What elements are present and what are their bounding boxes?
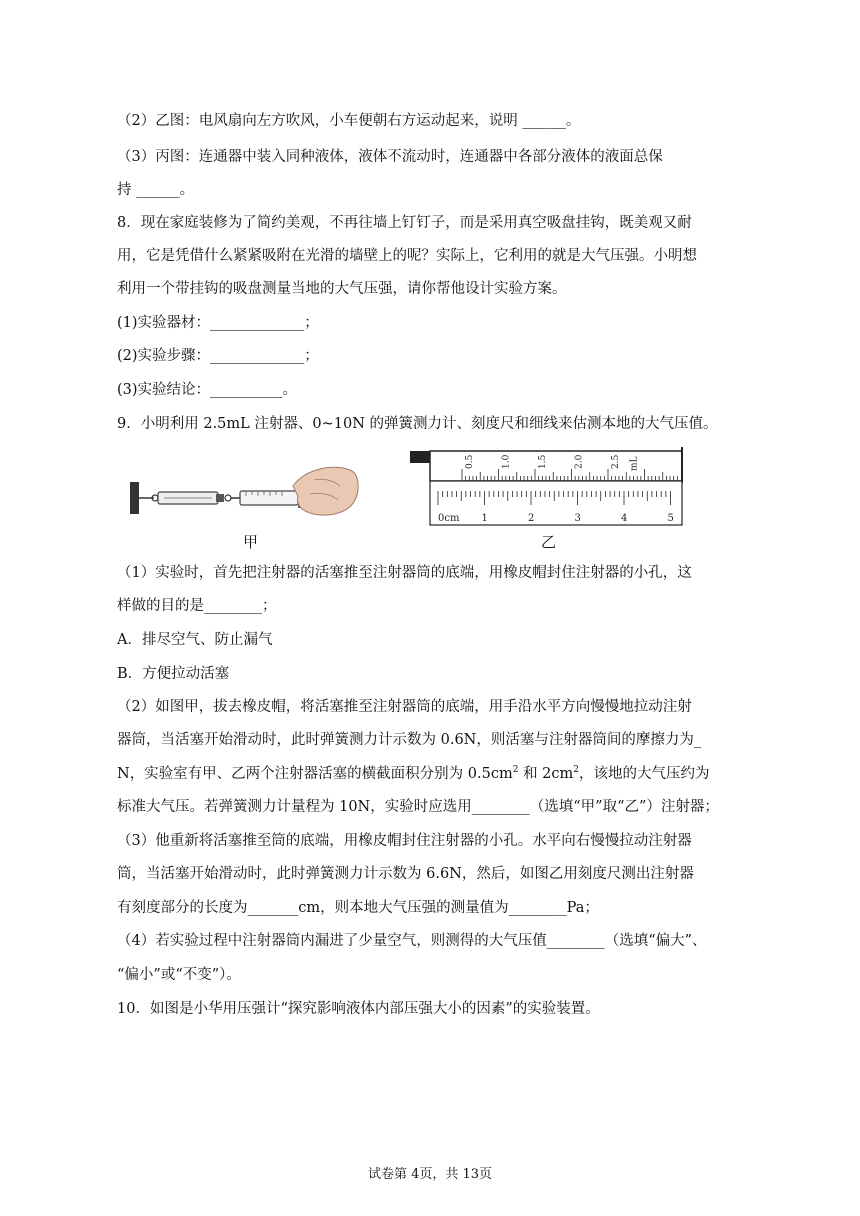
figure-jia-syringe-setup (128, 458, 363, 528)
syringe-number: 1.0 (501, 454, 512, 469)
syringe-number: 1.5 (538, 454, 548, 469)
q7-part2: （2）乙图：电风扇向左方吹风，小车便朝右方运动起来，说明 ______。 (117, 113, 581, 129)
ruler-number: 0cm (438, 513, 460, 524)
syringe-barrel (240, 491, 298, 505)
q9-part2-line3-c: ，该地的大气压约为 (579, 766, 710, 782)
q8-conclusion: (3)实验结论：__________。 (117, 382, 298, 398)
q9-part1-line2: 样做的目的是________； (117, 598, 277, 614)
ruler-number: 2 (528, 513, 535, 524)
q8-line3: 利用一个带挂钩的吸盘测量当地的大气压强，请你帮他设计实验方案。 (117, 281, 567, 297)
q9-stem: 9．小明利用 2.5mL 注射器、0~10N 的弹簧测力计、刻度尺和细线来估测本地的大气压值。 (117, 416, 718, 432)
q9-part2-line2: 器筒，当活塞开始滑动时，此时弹簧测力计示数为 0.6N，则活塞与注射器筒间的摩擦力为_ (117, 732, 702, 748)
q10-stem: 10．如图是小华用压强计“探究影响液体内部压强大小的因素”的实验装置。 (117, 1001, 600, 1017)
q7-part3-line2: 持 ______。 (117, 182, 195, 198)
q9-part2-line1: （2）如图甲，拔去橡皮帽，将活塞推至注射器筒的底端，用手沿水平方向慢慢地拉动注射 (117, 699, 692, 715)
q9-part4-line2: “偏小”或“不变”）。 (117, 967, 241, 983)
ruler-number: 4 (621, 513, 628, 524)
q9-part3-line2: 筒，当活塞开始滑动时，此时弹簧测力计示数为 6.6N，然后，如图乙用刻度尺测出注射器 (117, 866, 694, 882)
q9-part2-line3-b: 和 2cm (518, 766, 574, 782)
syringe-number: 0.5 (465, 454, 475, 469)
figure-jia-label: 甲 (243, 533, 259, 551)
hand-shape (293, 467, 358, 515)
q8-equipment: (1)实验器材：_____________； (117, 315, 319, 331)
q9-part2-line3-a: N，实验室有甲、乙两个注射器活塞的横截面积分别为 0.5cm (117, 766, 513, 782)
syringe-number: 2.0 (574, 454, 585, 469)
q9-part2-line4: 标准大气压。若弹簧测力计量程为 10N，实验时应选用________（选填“甲”取“乙”）注射器； (117, 799, 719, 815)
superscript-2: 2 (573, 765, 580, 776)
wall-block (130, 482, 139, 514)
q9-part3-line3: 有刻度部分的长度为_______cm，则本地大气压强的测量值为________Pa； (117, 900, 599, 916)
q9-part3-line1: （3）他重新将活塞推至筒的底端，用橡皮帽封住注射器的小孔。水平向右慢慢拉动注射器 (117, 833, 692, 849)
ruler-number: 3 (574, 513, 581, 524)
syringe-unit: mL (629, 456, 640, 471)
page-footer: 试卷第 4页，共 13页 (367, 1167, 493, 1182)
ruler-number: 1 (481, 513, 488, 524)
q9-part2-line3 (117, 764, 710, 784)
q9-option-b: B．方便拉动活塞 (117, 666, 230, 682)
q9-part1-line1: （1）实验时，首先把注射器的活塞推至注射器筒的底端，用橡皮帽封住注射器的小孔，这 (117, 565, 692, 581)
ruler-number: 5 (667, 513, 674, 524)
q9-option-a: A．排尽空气、防止漏气 (117, 632, 273, 648)
q8-line1: 8．现在家庭装修为了简约美观，不再往墙上钉钉子，而是采用真空吸盘挂钩，既美观又耐 (117, 215, 692, 231)
q8-steps: (2)实验步骤：_____________； (117, 348, 319, 364)
syringe-number: 2.5 (611, 454, 621, 469)
ruler-body (430, 481, 682, 525)
q9-part4-line1: （4）若实验过程中注射器筒内漏进了少量空气，则测得的大气压值________（选填“偏大”、 (117, 933, 707, 949)
figure-yi-label: 乙 (541, 533, 557, 551)
q7-part3-line1: （3）丙图：连通器中装入同种液体，液体不流动时，连通器中各部分液体的液面总保 (117, 149, 663, 165)
superscript-2: 2 (512, 765, 519, 776)
q8-line2: 用，它是凭借什么紧紧吸附在光滑的墙壁上的呢？实际上，它利用的就是大气压强。小明想 (117, 248, 697, 264)
figure-yi-ruler (410, 447, 690, 529)
